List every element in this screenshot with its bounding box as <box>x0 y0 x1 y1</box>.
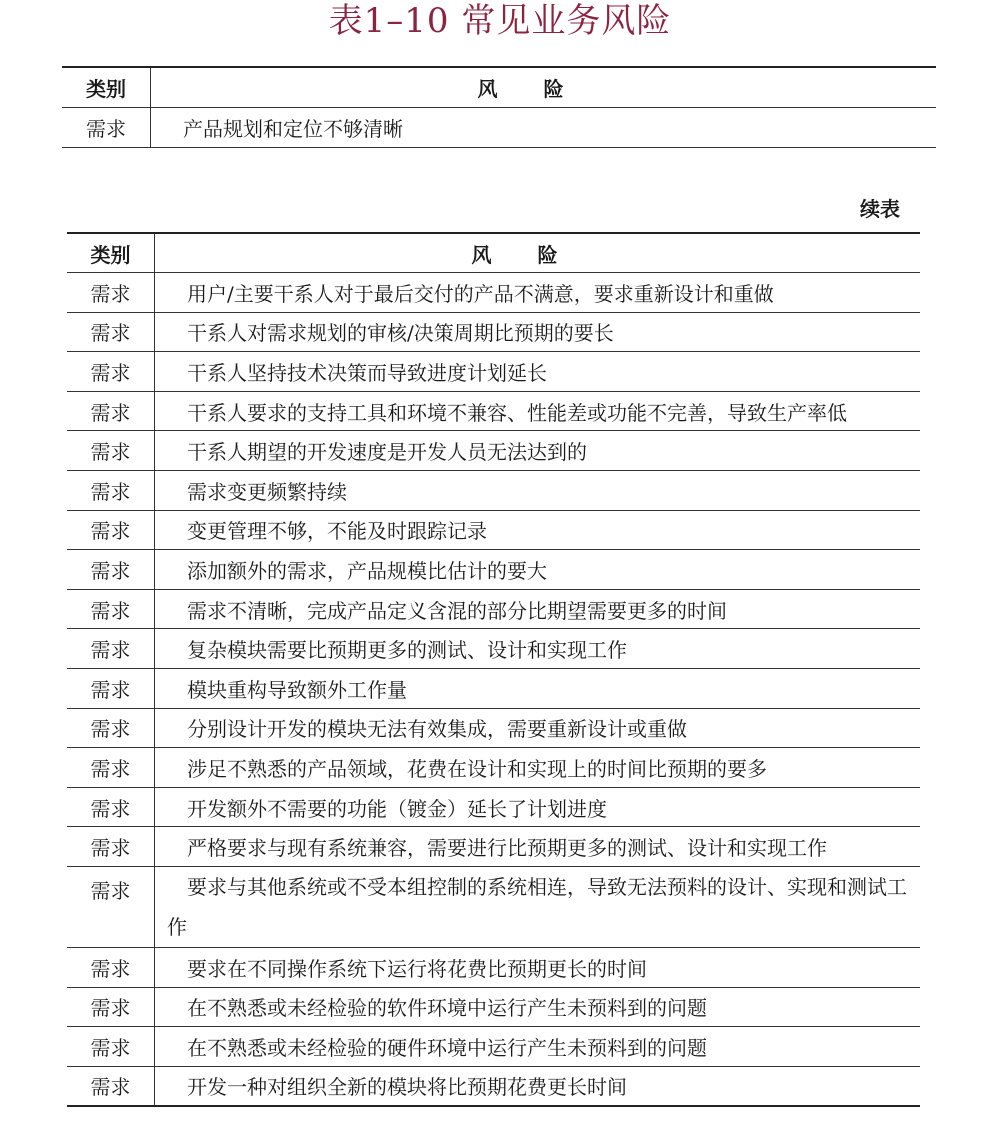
table-row <box>67 787 920 827</box>
table-row <box>67 312 920 352</box>
continued-label: 续表 <box>860 197 900 221</box>
table-row <box>67 1066 920 1106</box>
row-risk: 干系人对需求规划的审核/决策周期比预期的要长 <box>155 312 921 352</box>
table-title: 表1–10 常见业务风险 <box>328 1 672 41</box>
row-category: 需求 <box>67 867 155 948</box>
row-risk: 用户/主要干系人对于最后交付的产品不满意，要求重新设计和重做 <box>155 273 921 313</box>
risk-table-part1 <box>62 66 936 148</box>
row-risk: 需求变更频繁持续 <box>155 471 921 511</box>
row-risk: 干系人坚持技术决策而导致进度计划延长 <box>155 352 921 392</box>
table-row <box>67 1027 920 1067</box>
table-row <box>67 629 920 669</box>
row-category: 需求 <box>67 1027 155 1067</box>
table-row <box>67 948 920 988</box>
row-risk: 添加额外的需求，产品规模比估计的要大 <box>155 550 921 590</box>
table-row <box>67 589 920 629</box>
row-category: 需求 <box>67 273 155 313</box>
table-row <box>67 510 920 550</box>
row-risk: 产品规划和定位不够清晰 <box>183 116 403 141</box>
table-row <box>67 748 920 788</box>
row-category: 需求 <box>67 471 155 511</box>
table-row <box>67 352 920 392</box>
row-category: 需求 <box>67 352 155 392</box>
table-row <box>67 867 920 948</box>
table-header-row <box>67 233 920 273</box>
row-category: 需求 <box>67 391 155 431</box>
row-risk: 干系人要求的支持工具和环境不兼容、性能差或功能不完善，导致生产率低 <box>155 391 921 431</box>
row-risk: 干系人期望的开发速度是开发人员无法达到的 <box>155 431 921 471</box>
table-row <box>62 107 936 147</box>
row-risk: 需求不清晰，完成产品定义含混的部分比期望需要更多的时间 <box>155 589 921 629</box>
row-category: 需求 <box>67 431 155 471</box>
row-category: 需求 <box>67 827 155 867</box>
row-category: 需求 <box>67 748 155 788</box>
header-category: 类别 <box>67 233 155 273</box>
row-risk: 严格要求与现有系统兼容，需要进行比预期更多的测试、设计和实现工作 <box>155 827 921 867</box>
row-category: 需求 <box>67 550 155 590</box>
row-category: 需求 <box>67 312 155 352</box>
table-header-row <box>62 67 936 107</box>
table-row <box>67 391 920 431</box>
table-row <box>67 669 920 709</box>
row-risk: 涉足不熟悉的产品领域，花费在设计和实现上的时间比预期的要多 <box>155 748 921 788</box>
row-category: 需求 <box>67 669 155 709</box>
row-risk: 开发额外不需要的功能（镀金）延长了计划进度 <box>155 787 921 827</box>
row-risk: 模块重构导致额外工作量 <box>155 669 921 709</box>
row-risk: 在不熟悉或未经检验的硬件环境中运行产生未预料到的问题 <box>155 1027 921 1067</box>
row-risk: 在不熟悉或未经检验的软件环境中运行产生未预料到的问题 <box>155 987 921 1027</box>
risk-table-part2 <box>67 232 920 1107</box>
row-risk: 要求与其他系统或不受本组控制的系统相连，导致无法预料的设计、实现和测试工作 <box>155 867 921 948</box>
row-risk: 变更管理不够，不能及时跟踪记录 <box>155 510 921 550</box>
table-row <box>67 471 920 511</box>
table-row <box>67 431 920 471</box>
row-risk: 分别设计开发的模块无法有效集成，需要重新设计或重做 <box>155 708 921 748</box>
row-category: 需求 <box>67 787 155 827</box>
row-risk: 开发一种对组织全新的模块将比预期花费更长时间 <box>187 1075 627 1100</box>
header-risk: 风险 <box>155 233 921 273</box>
row-category: 需求 <box>67 708 155 748</box>
table-row <box>67 827 920 867</box>
header-risk: 风险 <box>151 67 937 107</box>
row-category: 需求 <box>67 1066 155 1106</box>
row-category: 需求 <box>67 629 155 669</box>
row-category: 需求 <box>67 987 155 1027</box>
row-category: 需求 <box>67 510 155 550</box>
row-category: 需求 <box>67 948 155 988</box>
table-row <box>67 550 920 590</box>
table-row <box>67 987 920 1027</box>
row-category: 需求 <box>67 589 155 629</box>
table-row <box>67 273 920 313</box>
header-category: 类别 <box>62 67 151 107</box>
table-row <box>67 708 920 748</box>
row-risk: 复杂模块需要比预期更多的测试、设计和实现工作 <box>155 629 921 669</box>
row-risk: 要求在不同操作系统下运行将花费比预期更长的时间 <box>155 948 921 988</box>
row-category: 需求 <box>62 107 151 147</box>
